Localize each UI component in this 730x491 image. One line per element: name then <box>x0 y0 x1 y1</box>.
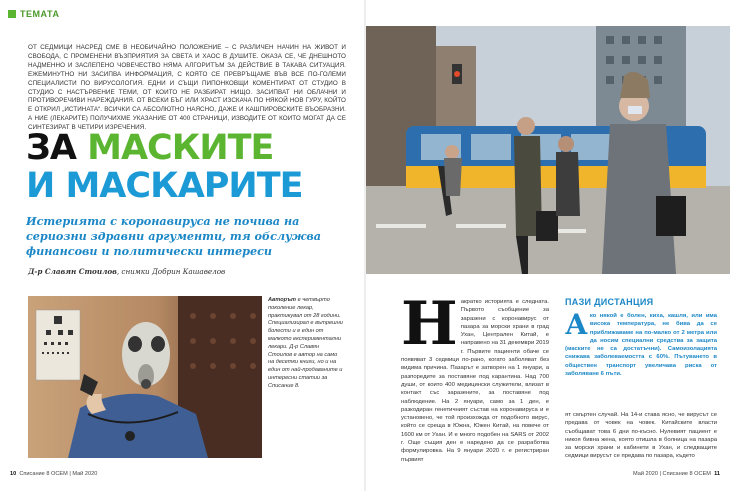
page-number-left: 10 <box>10 471 17 477</box>
caption-lead: Авторът <box>268 297 297 303</box>
issue-date-right: Май 2020 <box>633 471 658 477</box>
headline-line-2: И МАСКАРИТЕ <box>26 166 303 206</box>
photo-credit: , снимки Добрин Кашавелов <box>116 267 226 276</box>
sidebar-drop-cap: А <box>565 308 588 341</box>
section-square-icon <box>8 10 16 18</box>
author: Д-р Славян Стоилов <box>28 267 117 276</box>
sidebar-title: ПАЗИ ДИСТАНЦИЯ <box>565 297 654 307</box>
page-number-right: 11 <box>714 471 720 477</box>
sidebar-text <box>565 308 717 378</box>
caption-text: е четвърто поколение лекар, практикувал от 28 години. Специализирал е вътрешни болести и е един от малкото експериментални лекари. Д-р Славян Стоилов е автор на само на десетки книги, но и на един от най-продаваните и интересни статии за Списание 8. <box>268 297 343 389</box>
section-tag <box>8 9 59 19</box>
magazine-name-left: Списание 8 ОСЕМ <box>19 471 68 477</box>
headline <box>26 129 303 205</box>
article-column-2: ят смъртен случай. На 14-и става ясно, че вирусът се предава от човек на човек. Китайските власти съобщават това 6 дни по-късно. Нулевият пациент е никоя бивна жена, която отишла в болница на пазара за морски храни и кабинети в Ухан, и следващите седмици вирусът се предава по пазара, където <box>565 412 717 460</box>
folio-left: 10 Списание 8 ОСЕМ | Май 2020 <box>10 471 98 477</box>
photo-doctor-gas-mask <box>28 296 262 458</box>
magazine-name-right: Списание 8 ОСЕМ <box>662 471 711 477</box>
subtitle: Истерията с коронавируса не почива на сериозни здравни аргументи, тя обслужва финансови и политически интереси <box>26 214 321 258</box>
issue-date-left: Май 2020 <box>72 471 98 477</box>
intro-text: ОТ СЕДМИЦИ НАСРЕД СМЕ В НЕОБИЧАЙНО ПОЛОЖЕНИЕ – С РАЗЛИЧЕН НАЧИН НА ЖИВОТ И СВОБОДА, С ПРОМЕНЕНИ ВЪЗПРИЯТИЯ ЗА СВЕТА И ХАОС В ДУШИТЕ. ОКАЗА СЕ, ЧЕ ДНЕШНОТО НАДМЕННО И ЗАСЛЕПЕНО ЧОВЕЧЕСТВО НЯМА АЛГОРИТЪМ ЗА ДЕЙСТВИЕ В ТАКАВА СИТУАЦИЯ. ЕЖЕМИНУТНО НИ ЗАСИПВА ИНФОРМАЦИЯ, С КОЯТО СЕ ПРЕВРЪЩАМЕ ВЪВ ВСЕ ПО-ГОЛЕМИ СПЕЦИАЛИСТИ ПО ВИРУСОЛОГИЯ. ЕДНИ И СЪЩИ ПИПОНКОВЩИ КОМЕНТИРАТ ОТ СТУДИО В СТУДИО С НАСТЪРВЕНИЕ ТЕМИ, ОТ КОИТО НЕ РАЗБИРАТ НИЩО. ЗАСИПВАТ НИ ОБЛАЧНИ И ПРОТИВОРЕЧИВИ НАРЕЖДАНИЯ. ОТ ВСЕКИ БЪГ ИЛИ ХРАСТ ИЗСКАЧА ПО НЯКОЙ НОВ ГУРУ, КОЙТО Е ОТКРИЛ „ИСТИНАТА“. ВСИЧКИ СА АБСОЛЮТНО НАЯСНО, ДАЖЕ И КАШПИРОВСКИТЕ ВЪОБРАЗНИ. А НИЕ (ЛЕКАРИТЕ) ПОЛУЧИХМЕ УКАЗАНИЕ ОТ 400 СТРАНИЦИ, ИЗВОДИТЕ ОТ КОИТО МОГАТ ДА СЕ СИНТЕЗИРАТ В ЧЕТИРИ ИЗРЕЧЕНИЯ. <box>28 44 346 132</box>
folio-right: Май 2020 | Списание 8 ОСЕМ 11 <box>633 471 720 477</box>
author-caption <box>268 297 344 391</box>
section-label: ТЕМАТА <box>20 9 60 19</box>
column-1-text: акратко историята е следната. Първото съобщение за заразени с коронавирус от пазара за морски храни в град Ухан, Централен Китай, е направено на 31 декември 2019 г. Първите пациенти обаче се появяват 3 седмици по-рано, когато заболяват без видима причина. Пазарът е затворен на 1 януари, а разпоредите за поставяне под карантина. Над 700 души, от които 400 медицински служители, влизат в контакт със заразените, за поставяне под наблюдение. На 2 януари, само за 1 ден, е разкодиран генетичният състав на коронавируса и е установено, че той произхожда от подобното вирус, който се среща в Южна, Южен Китай, на повече от 1600 км от Ухан. И е много подобен на SARS от 2002 г. Още същия ден е наредено да се разработва формулировка. На 9 януари 2020 г. е регистриран първият <box>401 299 549 463</box>
photo-street-masks <box>366 26 730 274</box>
byline <box>28 267 225 276</box>
right-page <box>365 0 730 491</box>
drop-cap: Н <box>401 289 458 359</box>
headline-part-1: ЗА <box>26 128 88 168</box>
sidebar-body: ко някой е болен, киха, кашля, или има висока температура, не бива да се приближаваме на по-малко от 2 метра или да носим специални средства за защита (маските не са достатъчни). Самоизолацията снижава заболеваемостта с 60%. Пътуването в обществен транспорт увеличава риска от заболяване 6 пъти. <box>565 313 717 378</box>
article-column-1 <box>401 289 549 464</box>
headline-part-2: МАСКИТЕ <box>87 128 274 168</box>
